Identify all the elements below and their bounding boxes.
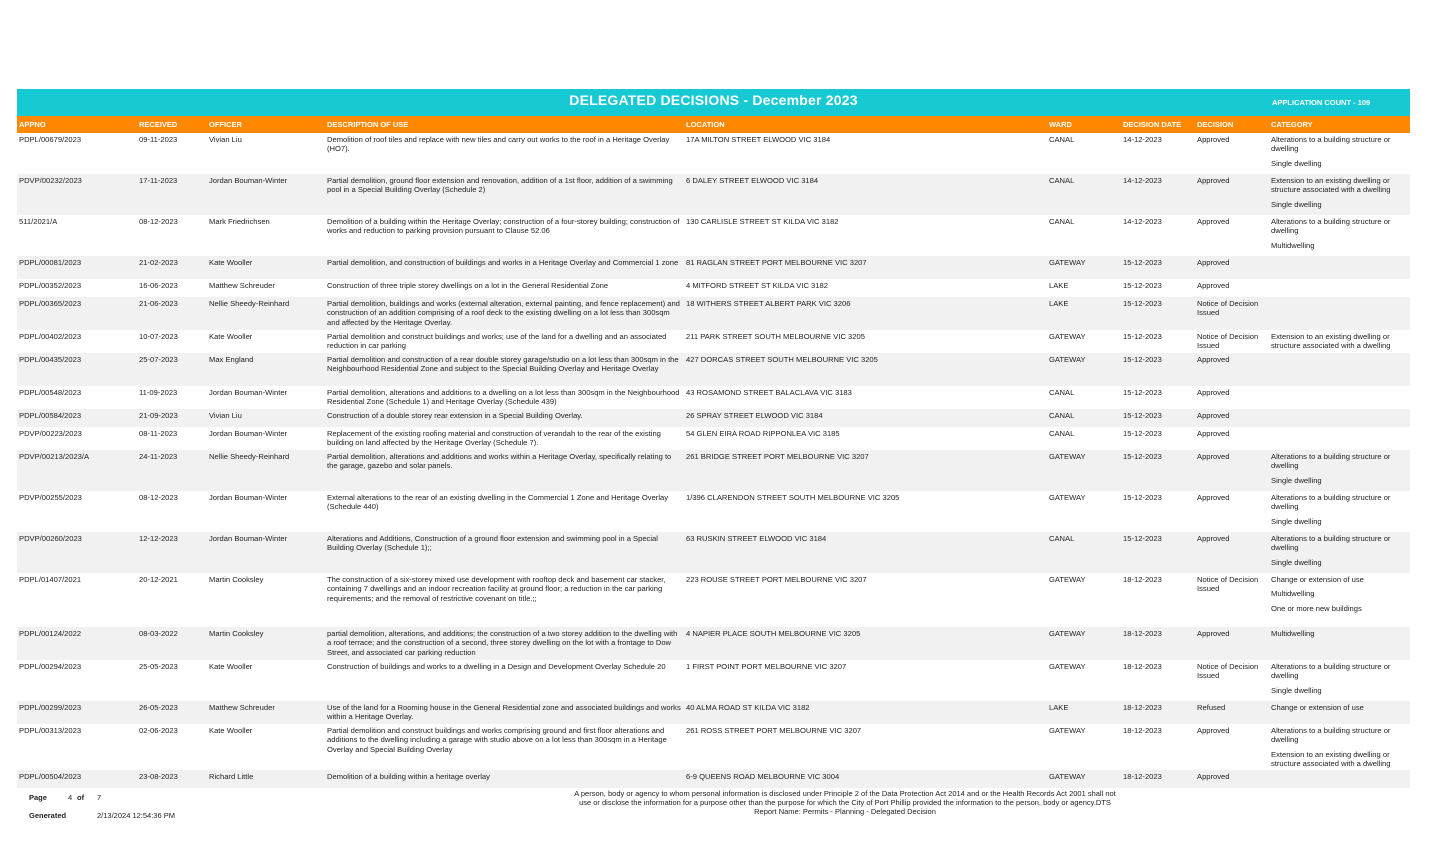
- table-row: [17, 256, 1410, 279]
- cell-description: Demolition of a building within a heritage overlay: [325, 770, 684, 788]
- column-header-category: CATEGORY: [1269, 116, 1410, 133]
- cell-officer: Mark Friedrichsen: [207, 215, 325, 256]
- cell-location: 427 DORCAS STREET SOUTH MELBOURNE VIC 3205: [684, 353, 1047, 386]
- cell-decision: Notice of Decision Issued: [1195, 660, 1269, 701]
- cell-ward: GATEWAY: [1047, 660, 1121, 701]
- category-item: Multidwelling: [1271, 629, 1315, 638]
- cell-officer: Max England: [207, 353, 325, 386]
- cell-category: [1269, 133, 1410, 174]
- cell-received: 02-06-2023: [137, 724, 207, 770]
- cell-description: Partial demolition, buildings and works (external alteration, external painting, and fence replacement) and construction of an addition comprising of a roof deck to the existing dwelling on a lot less than 300sqm and affected by the Heritage Overlay.: [325, 297, 684, 330]
- cell-received: 17-11-2023: [137, 174, 207, 215]
- cell-location: 1/396 CLARENDON STREET SOUTH MELBOURNE VIC 3205: [684, 491, 1047, 532]
- page-label: Page: [29, 793, 47, 802]
- cell-location: 26 SPRAY STREET ELWOOD VIC 3184: [684, 409, 1047, 427]
- cell-decision-date: 15-12-2023: [1121, 532, 1195, 573]
- cell-location: 43 ROSAMOND STREET BALACLAVA VIC 3183: [684, 386, 1047, 409]
- cell-officer: Matthew Schreuder: [207, 701, 325, 724]
- table-row: [17, 450, 1410, 491]
- cell-decision-date: 15-12-2023: [1121, 386, 1195, 409]
- cell-location: 17A MILTON STREET ELWOOD VIC 3184: [684, 133, 1047, 174]
- cell-category: [1269, 491, 1410, 532]
- cell-officer: Kate Wooller: [207, 330, 325, 353]
- cell-officer: Jordan Bouman-Winter: [207, 427, 325, 450]
- cell-ward: GATEWAY: [1047, 353, 1121, 386]
- cell-ward: GATEWAY: [1047, 724, 1121, 770]
- cell-officer: Richard Little: [207, 770, 325, 788]
- category-item: Extension to an existing dwelling or structure associated with a dwelling: [1271, 332, 1391, 351]
- cell-decision: Approved: [1195, 386, 1269, 409]
- cell-received: 08-03-2022: [137, 627, 207, 660]
- cell-location: 54 GLEN EIRA ROAD RIPPONLEA VIC 3185: [684, 427, 1047, 450]
- cell-decision: Approved: [1195, 532, 1269, 573]
- cell-description: Partial demolition and construct buildings and works; use of the land for a dwelling and an associated reduction in car parking: [325, 330, 684, 353]
- cell-category: [1269, 353, 1410, 386]
- cell-appno: PDPL/00294/2023: [17, 660, 137, 701]
- category-item: Multidwelling: [1271, 240, 1315, 250]
- category-item: Single dwelling: [1271, 516, 1322, 526]
- category-item: Change or extension of use: [1271, 575, 1364, 584]
- cell-appno: PDPL/00299/2023: [17, 701, 137, 724]
- cell-location: 4 NAPIER PLACE SOUTH MELBOURNE VIC 3205: [684, 627, 1047, 660]
- cell-location: 1 FIRST POINT PORT MELBOURNE VIC 3207: [684, 660, 1047, 701]
- cell-received: 25-07-2023: [137, 353, 207, 386]
- cell-appno: PDVP/00255/2023: [17, 491, 137, 532]
- column-header-appno: APPNO: [17, 116, 137, 133]
- table-row: [17, 627, 1410, 660]
- cell-ward: LAKE: [1047, 279, 1121, 297]
- column-header-received: RECEIVED: [137, 116, 207, 133]
- cell-ward: CANAL: [1047, 133, 1121, 174]
- cell-category: [1269, 627, 1410, 660]
- cell-officer: Jordan Bouman-Winter: [207, 174, 325, 215]
- cell-category: [1269, 532, 1410, 573]
- cell-description: Construction of buildings and works to a dwelling in a Design and Development Overlay Schedule 20: [325, 660, 684, 701]
- cell-description: Partial demolition, ground floor extension and renovation, addition of a 1st floor, addition of a swimming pool in a Special Building Overlay (Schedule 2): [325, 174, 684, 215]
- cell-received: 21-06-2023: [137, 297, 207, 330]
- cell-decision-date: 15-12-2023: [1121, 330, 1195, 353]
- category-item: Single dwelling: [1271, 158, 1322, 168]
- cell-description: Construction of a double storey rear extension in a Special Building Overlay.: [325, 409, 684, 427]
- cell-description: External alterations to the rear of an existing dwelling in the Commercial 1 Zone and Heritage Overlay (Schedule 440): [325, 491, 684, 532]
- category-item: Change or extension of use: [1271, 703, 1364, 712]
- cell-category: [1269, 660, 1410, 701]
- cell-officer: Vivian Liu: [207, 133, 325, 174]
- cell-category: [1269, 215, 1410, 256]
- cell-officer: Martin Cooksley: [207, 627, 325, 660]
- cell-appno: PDPL/00313/2023: [17, 724, 137, 770]
- cell-location: 6-9 QUEENS ROAD MELBOURNE VIC 3004: [684, 770, 1047, 788]
- privacy-notice: [520, 789, 1170, 816]
- cell-officer: Nellie Sheedy-Reinhard: [207, 450, 325, 491]
- cell-appno: PDPL/00365/2023: [17, 297, 137, 330]
- cell-decision-date: 18-12-2023: [1121, 724, 1195, 770]
- cell-received: 21-09-2023: [137, 409, 207, 427]
- table-row: [17, 770, 1410, 788]
- column-header-description: DESCRIPTION OF USE: [325, 116, 684, 133]
- cell-description: Demolition of a building within the Heritage Overlay; construction of a four-storey building; construction of works and reduction to parking provision pursuant to Clause 52.06: [325, 215, 684, 256]
- cell-received: 10-07-2023: [137, 330, 207, 353]
- cell-decision: Approved: [1195, 724, 1269, 770]
- cell-decision-date: 15-12-2023: [1121, 353, 1195, 386]
- category-item: Alterations to a building structure or dwelling: [1271, 452, 1391, 471]
- cell-description: Demolition of roof tiles and replace with new tiles and carry out works to the roof in a Heritage Overlay (HO7).: [325, 133, 684, 174]
- cell-received: 16-06-2023: [137, 279, 207, 297]
- cell-ward: CANAL: [1047, 409, 1121, 427]
- table-row: [17, 660, 1410, 701]
- cell-received: 08-12-2023: [137, 491, 207, 532]
- cell-category: [1269, 256, 1410, 279]
- cell-description: Construction of three triple storey dwellings on a lot in the General Residential Zone: [325, 279, 684, 297]
- table-row: [17, 174, 1410, 215]
- cell-decision: Approved: [1195, 770, 1269, 788]
- category-item: Multidwelling: [1271, 589, 1315, 599]
- cell-received: 08-11-2023: [137, 427, 207, 450]
- cell-ward: CANAL: [1047, 174, 1121, 215]
- cell-location: 81 RAGLAN STREET PORT MELBOURNE VIC 3207: [684, 256, 1047, 279]
- category-item: Single dwelling: [1271, 557, 1322, 567]
- cell-ward: CANAL: [1047, 386, 1121, 409]
- cell-decision-date: 15-12-2023: [1121, 279, 1195, 297]
- cell-decision: Approved: [1195, 491, 1269, 532]
- table-row: [17, 279, 1410, 297]
- table-body: [17, 133, 1410, 788]
- cell-received: 25-05-2023: [137, 660, 207, 701]
- cell-appno: PDPL/00352/2023: [17, 279, 137, 297]
- cell-location: 6 DALEY STREET ELWOOD VIC 3184: [684, 174, 1047, 215]
- column-header-officer: OFFICER: [207, 116, 325, 133]
- cell-received: 24-11-2023: [137, 450, 207, 491]
- category-item: Alterations to a building structure or dwelling: [1271, 135, 1391, 154]
- cell-description: Partial demolition and construction of a rear double storey garage/studio on a lot less than 300sqm in the Neighbourhood Residential Zone and subject to the Special Building Overlay and Heritage Overlay: [325, 353, 684, 386]
- cell-officer: Jordan Bouman-Winter: [207, 386, 325, 409]
- cell-received: 23-08-2023: [137, 770, 207, 788]
- cell-officer: Nellie Sheedy-Reinhard: [207, 297, 325, 330]
- cell-decision: Notice of Decision Issued: [1195, 330, 1269, 353]
- privacy-notice-line-1: A person, body or agency to whom personal information is disclosed under Principle 2 of the Data Protection Act 2014 and or the Health Records Act 2001 shall not: [574, 789, 1116, 798]
- cell-decision: Approved: [1195, 133, 1269, 174]
- category-item: Single dwelling: [1271, 199, 1322, 209]
- cell-category: [1269, 409, 1410, 427]
- cell-location: 211 PARK STREET SOUTH MELBOURNE VIC 3205: [684, 330, 1047, 353]
- report-title: DELEGATED DECISIONS - December 2023: [569, 92, 858, 108]
- cell-location: 223 ROUSE STREET PORT MELBOURNE VIC 3207: [684, 573, 1047, 627]
- category-item: Alterations to a building structure or dwelling: [1271, 662, 1391, 681]
- cell-ward: GATEWAY: [1047, 770, 1121, 788]
- cell-appno: PDVP/00260/2023: [17, 532, 137, 573]
- cell-appno: PDVP/00223/2023: [17, 427, 137, 450]
- cell-received: 21-02-2023: [137, 256, 207, 279]
- generated-label: Generated: [29, 811, 67, 820]
- page-number: 4: [68, 793, 73, 802]
- page-of-label: of: [77, 793, 85, 802]
- cell-ward: CANAL: [1047, 215, 1121, 256]
- cell-description: Partial demolition, alterations and additions and works within a Heritage Overlay, specifically relating to the garage, gazebo and solar panels.: [325, 450, 684, 491]
- table-row: [17, 297, 1410, 330]
- cell-appno: PDPL/00679/2023: [17, 133, 137, 174]
- cell-description: The construction of a six-storey mixed use development with rooftop deck and basement car stacker, containing 7 dwellings and an indoor recreation facility at ground floor; a reduction in the car parking requirements; and the removal of restrictive covenant on title.;;: [325, 573, 684, 627]
- cell-decision: Approved: [1195, 450, 1269, 491]
- cell-category: [1269, 427, 1410, 450]
- cell-decision: Approved: [1195, 409, 1269, 427]
- cell-officer: Martin Cooksley: [207, 573, 325, 627]
- table-row: [17, 353, 1410, 386]
- cell-ward: GATEWAY: [1047, 491, 1121, 532]
- category-item: Alterations to a building structure or dwelling: [1271, 493, 1391, 512]
- cell-description: Partial demolition and construct buildings and works comprising ground and first floor alterations and additions to the dwelling including a garage with studio above on a lot less than 300sqm in a Heritage Overlay and Special Building Overlay: [325, 724, 684, 770]
- table-row: [17, 215, 1410, 256]
- category-item: Alterations to a building structure or dwelling: [1271, 217, 1391, 236]
- cell-category: [1269, 724, 1410, 770]
- application-count: APPLICATION COUNT - 109: [1272, 98, 1371, 107]
- category-item: Extension to an existing dwelling or structure associated with a dwelling: [1271, 749, 1391, 768]
- cell-received: 08-12-2023: [137, 215, 207, 256]
- cell-appno: PDPL/01407/2021: [17, 573, 137, 627]
- cell-officer: Kate Wooller: [207, 724, 325, 770]
- table-row: [17, 532, 1410, 573]
- cell-location: 4 MITFORD STREET ST KILDA VIC 3182: [684, 279, 1047, 297]
- cell-ward: CANAL: [1047, 427, 1121, 450]
- cell-ward: GATEWAY: [1047, 573, 1121, 627]
- cell-officer: Vivian Liu: [207, 409, 325, 427]
- report-name: Report Name: Permits - Planning - Delegated Decision: [754, 807, 936, 816]
- cell-category: [1269, 330, 1410, 353]
- decisions-table: [17, 116, 1410, 788]
- cell-ward: GATEWAY: [1047, 627, 1121, 660]
- table-row: [17, 701, 1410, 724]
- table-row: [17, 427, 1410, 450]
- column-header-decision-date: DECISION DATE: [1121, 116, 1195, 133]
- cell-category: [1269, 297, 1410, 330]
- cell-decision-date: 14-12-2023: [1121, 174, 1195, 215]
- table-row: [17, 386, 1410, 409]
- cell-location: 18 WITHERS STREET ALBERT PARK VIC 3206: [684, 297, 1047, 330]
- cell-description: Replacement of the existing roofing material and construction of verandah to the rear of the existing building on land affected by the Heritage Overlay (Schedule 7).: [325, 427, 684, 450]
- cell-decision: Approved: [1195, 174, 1269, 215]
- cell-appno: PDPL/00081/2023: [17, 256, 137, 279]
- cell-description: partial demolition, alterations, and additions; the construction of a two storey addition to the dwelling with a roof terrace; and the construction of a second, three storey dwelling on the lot with a frontage to Dow Street, and associated car parking reduction: [325, 627, 684, 660]
- cell-decision-date: 14-12-2023: [1121, 215, 1195, 256]
- cell-received: 09-11-2023: [137, 133, 207, 174]
- cell-received: 11-09-2023: [137, 386, 207, 409]
- cell-appno: PDVP/00213/2023/A: [17, 450, 137, 491]
- cell-decision-date: 15-12-2023: [1121, 297, 1195, 330]
- table-row: [17, 133, 1410, 174]
- privacy-notice-line-2: use or disclose the information for a purpose other than the purpose for which the City of Port Phillip provided the information to the person, body or agency.DTS: [579, 798, 1111, 807]
- table-header-row: [17, 116, 1410, 133]
- cell-appno: PDPL/00435/2023: [17, 353, 137, 386]
- cell-appno: PDPL/00402/2023: [17, 330, 137, 353]
- cell-decision: Approved: [1195, 353, 1269, 386]
- table-row: [17, 573, 1410, 627]
- cell-decision: Notice of Decision Issued: [1195, 297, 1269, 330]
- cell-category: [1269, 701, 1410, 724]
- cell-appno: PDPL/00504/2023: [17, 770, 137, 788]
- cell-location: 63 RUSKIN STREET ELWOOD VIC 3184: [684, 532, 1047, 573]
- cell-location: 40 ALMA ROAD ST KILDA VIC 3182: [684, 701, 1047, 724]
- cell-decision: Refused: [1195, 701, 1269, 724]
- cell-appno: 511/2021/A: [17, 215, 137, 256]
- cell-decision: Approved: [1195, 427, 1269, 450]
- cell-decision-date: 18-12-2023: [1121, 770, 1195, 788]
- cell-decision: Approved: [1195, 627, 1269, 660]
- cell-ward: GATEWAY: [1047, 256, 1121, 279]
- cell-decision: Notice of Decision Issued: [1195, 573, 1269, 627]
- report-title-bar: [17, 89, 1410, 116]
- cell-decision-date: 18-12-2023: [1121, 627, 1195, 660]
- category-item: Alterations to a building structure or dwelling: [1271, 534, 1391, 553]
- cell-category: [1269, 386, 1410, 409]
- cell-decision-date: 18-12-2023: [1121, 573, 1195, 627]
- table-row: [17, 409, 1410, 427]
- table-row: [17, 724, 1410, 770]
- cell-officer: Kate Wooller: [207, 256, 325, 279]
- column-header-ward: WARD: [1047, 116, 1121, 133]
- cell-decision-date: 14-12-2023: [1121, 133, 1195, 174]
- cell-category: [1269, 174, 1410, 215]
- page-total: 7: [97, 793, 102, 802]
- delegated-decisions-report: [17, 89, 1410, 788]
- cell-officer: Matthew Schreuder: [207, 279, 325, 297]
- generated-timestamp: 2/13/2024 12:54:36 PM: [97, 811, 175, 820]
- table-row: [17, 491, 1410, 532]
- cell-category: [1269, 279, 1410, 297]
- cell-ward: GATEWAY: [1047, 450, 1121, 491]
- cell-officer: Jordan Bouman-Winter: [207, 532, 325, 573]
- cell-officer: Kate Wooller: [207, 660, 325, 701]
- cell-decision-date: 15-12-2023: [1121, 450, 1195, 491]
- cell-ward: LAKE: [1047, 701, 1121, 724]
- category-item: One or more new buildings: [1271, 603, 1362, 613]
- cell-decision-date: 15-12-2023: [1121, 491, 1195, 532]
- cell-decision-date: 15-12-2023: [1121, 256, 1195, 279]
- cell-decision-date: 18-12-2023: [1121, 660, 1195, 701]
- cell-location: 261 ROSS STREET PORT MELBOURNE VIC 3207: [684, 724, 1047, 770]
- cell-officer: Jordan Bouman-Winter: [207, 491, 325, 532]
- cell-description: Alterations and Additions, Construction of a ground floor extension and swimming pool in a Special Building Overlay (Schedule 1);;: [325, 532, 684, 573]
- cell-decision-date: 15-12-2023: [1121, 427, 1195, 450]
- cell-ward: LAKE: [1047, 297, 1121, 330]
- cell-appno: PDPL/00548/2023: [17, 386, 137, 409]
- category-item: Single dwelling: [1271, 475, 1322, 485]
- cell-appno: PDPL/00124/2022: [17, 627, 137, 660]
- cell-decision: Approved: [1195, 215, 1269, 256]
- cell-received: 26-05-2023: [137, 701, 207, 724]
- cell-decision: Approved: [1195, 279, 1269, 297]
- cell-appno: PDVP/00232/2023: [17, 174, 137, 215]
- category-item: Extension to an existing dwelling or structure associated with a dwelling: [1271, 176, 1391, 195]
- cell-ward: GATEWAY: [1047, 330, 1121, 353]
- cell-decision-date: 18-12-2023: [1121, 701, 1195, 724]
- cell-decision-date: 15-12-2023: [1121, 409, 1195, 427]
- cell-ward: CANAL: [1047, 532, 1121, 573]
- cell-location: 261 BRIDGE STREET PORT MELBOURNE VIC 3207: [684, 450, 1047, 491]
- cell-received: 20-12-2021: [137, 573, 207, 627]
- column-header-location: LOCATION: [684, 116, 1047, 133]
- category-item: Single dwelling: [1271, 685, 1322, 695]
- cell-category: [1269, 770, 1410, 788]
- cell-description: Use of the land for a Rooming house in the General Residential zone and associated buildings and works within a Heritage Overlay.: [325, 701, 684, 724]
- cell-category: [1269, 573, 1410, 627]
- table-row: [17, 330, 1410, 353]
- cell-category: [1269, 450, 1410, 491]
- column-header-decision: DECISION: [1195, 116, 1269, 133]
- cell-decision: Approved: [1195, 256, 1269, 279]
- category-item: Alterations to a building structure or dwelling: [1271, 726, 1391, 745]
- cell-received: 12-12-2023: [137, 532, 207, 573]
- cell-appno: PDPL/00584/2023: [17, 409, 137, 427]
- cell-description: Partial demolition, and construction of buildings and works in a Heritage Overlay and Commercial 1 zone: [325, 256, 684, 279]
- cell-description: Partial demolition, alterations and additions to a dwelling on a lot less than 300sqm in the Neighbourhood Residential Zone (Schedule 1) and Heritage Overlay (Schedule 439): [325, 386, 684, 409]
- cell-location: 130 CARLISLE STREET ST KILDA VIC 3182: [684, 215, 1047, 256]
